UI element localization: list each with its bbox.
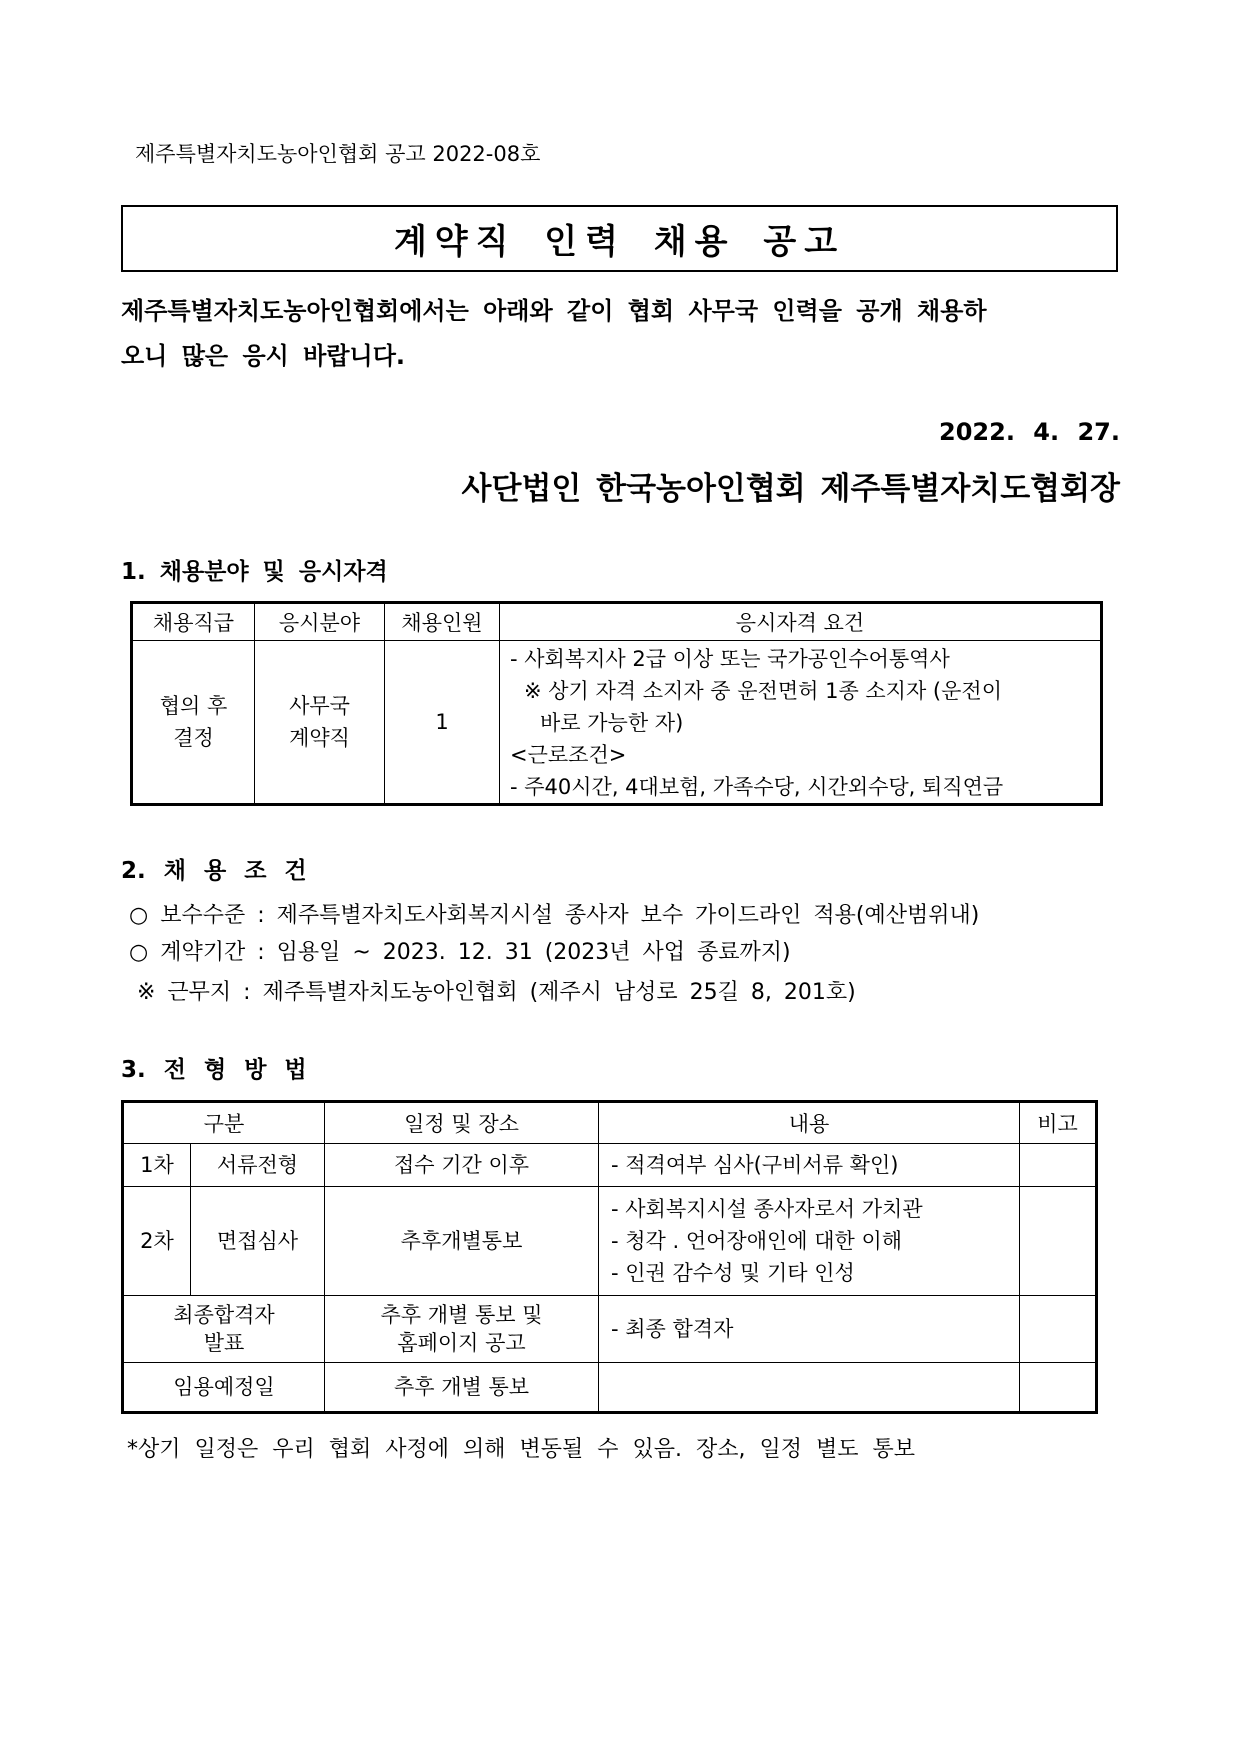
grade-line-1: 협의 후 (159, 694, 228, 718)
note-cell (1020, 1144, 1097, 1187)
content-line: - 인권 감수성 및 기타 인성 (611, 1261, 855, 1285)
selection-row-appointment (123, 1363, 1097, 1413)
schedule-cell: 접수 기간 이후 (325, 1144, 599, 1187)
schedule-cell: 추후 개별 통보 (325, 1363, 599, 1413)
grade-cell (132, 641, 255, 805)
selection-row-final (123, 1296, 1097, 1363)
header-requirements: 응시자격 요건 (500, 603, 1102, 641)
header-category: 구분 (123, 1102, 325, 1144)
schedule-line-1: 추후 개별 통보 및 (380, 1303, 543, 1327)
requirements-cell (500, 641, 1102, 805)
recruitment-header-row (132, 603, 1102, 641)
note-cell (1020, 1187, 1097, 1296)
count-cell: 1 (385, 641, 500, 805)
stage-cell: 2차 (123, 1187, 191, 1296)
notice-date: 2022. 4. 27. (939, 418, 1120, 446)
selection-row-interview (123, 1187, 1097, 1296)
field-cell (255, 641, 385, 805)
content-line: - 사회복지시설 종사자로서 가치관 (611, 1197, 923, 1221)
stage-cell: 1차 (123, 1144, 191, 1187)
condition-salary: ○ 보수수준 : 제주특별자치도사회복지시설 종사자 보수 가이드라인 적용(예산범위내) (129, 903, 980, 928)
header-note: 비고 (1020, 1102, 1097, 1144)
stage-name-cell: 면접심사 (191, 1187, 325, 1296)
selection-header-row (123, 1102, 1097, 1144)
requirement-line: - 주40시간, 4대보험, 가족수당, 시간외수당, 퇴직연금 (510, 775, 1004, 799)
section-2-title: 2. 채 용 조 건 (121, 858, 307, 884)
notice-number: 제주특별자치도농아인협회 공고 2022-08호 (135, 142, 541, 166)
stage-name-line-1: 최종합격자 (173, 1303, 275, 1327)
issuer-name: 사단법인 한국농아인협회 제주특별자치도협회장 (461, 471, 1120, 507)
header-field: 응시분야 (255, 603, 385, 641)
condition-period: ○ 계약기간 : 임용일 ~ 2023. 12. 31 (2023년 사업 종료까지) (129, 940, 791, 965)
stage-name-cell: 서류전형 (191, 1144, 325, 1187)
header-content: 내용 (599, 1102, 1020, 1144)
footnote: *상기 일정은 우리 협회 사정에 의해 변동될 수 있음. 장소, 일정 별도 통보 (127, 1437, 915, 1462)
section-3-title: 3. 전 형 방 법 (121, 1057, 307, 1083)
requirement-line: 바로 가능한 자) (540, 711, 684, 735)
note-cell (1020, 1363, 1097, 1413)
content-cell (599, 1363, 1020, 1413)
field-line-1: 사무국 (289, 694, 350, 718)
stage-name-cell (123, 1296, 325, 1363)
header-schedule: 일정 및 장소 (325, 1102, 599, 1144)
stage-name-cell: 임용예정일 (123, 1363, 325, 1413)
requirement-line: ※ 상기 자격 소지자 중 운전면허 1종 소지자 (운전이 (524, 679, 1002, 703)
header-grade: 채용직급 (132, 603, 255, 641)
field-line-2: 계약직 (289, 726, 350, 750)
intro-line-2: 오니 많은 응시 바랍니다. (121, 342, 406, 370)
requirement-line: - 사회복지사 2급 이상 또는 국가공인수어통역사 (510, 647, 950, 671)
requirement-line: <근로조건> (510, 743, 627, 767)
schedule-cell: 추후개별통보 (325, 1187, 599, 1296)
recruitment-row (132, 641, 1102, 805)
intro-paragraph (121, 289, 1121, 379)
grade-line-2: 결정 (173, 726, 214, 750)
content-cell: - 최종 합격자 (599, 1296, 1020, 1363)
schedule-line-2: 홈페이지 공고 (397, 1331, 526, 1355)
intro-line-1: 제주특별자치도농아인협회에서는 아래와 같이 협회 사무국 인력을 공개 채용하 (121, 297, 987, 325)
selection-table (121, 1100, 1098, 1414)
content-cell: - 적격여부 심사(구비서류 확인) (599, 1144, 1020, 1187)
condition-workplace: ※ 근무지 : 제주특별자치도농아인협회 (제주시 남성로 25길 8, 201호) (137, 980, 856, 1005)
document-title: 계약직 인력 채용 공고 (393, 222, 846, 262)
selection-row-document (123, 1144, 1097, 1187)
note-cell (1020, 1296, 1097, 1363)
section-1-title: 1. 채용분야 및 응시자격 (121, 559, 388, 585)
document-title-box (121, 205, 1118, 272)
stage-name-line-2: 발표 (203, 1331, 245, 1355)
content-cell (599, 1187, 1020, 1296)
schedule-cell (325, 1296, 599, 1363)
recruitment-table (130, 601, 1103, 806)
header-count: 채용인원 (385, 603, 500, 641)
content-line: - 청각 . 언어장애인에 대한 이해 (611, 1229, 903, 1253)
